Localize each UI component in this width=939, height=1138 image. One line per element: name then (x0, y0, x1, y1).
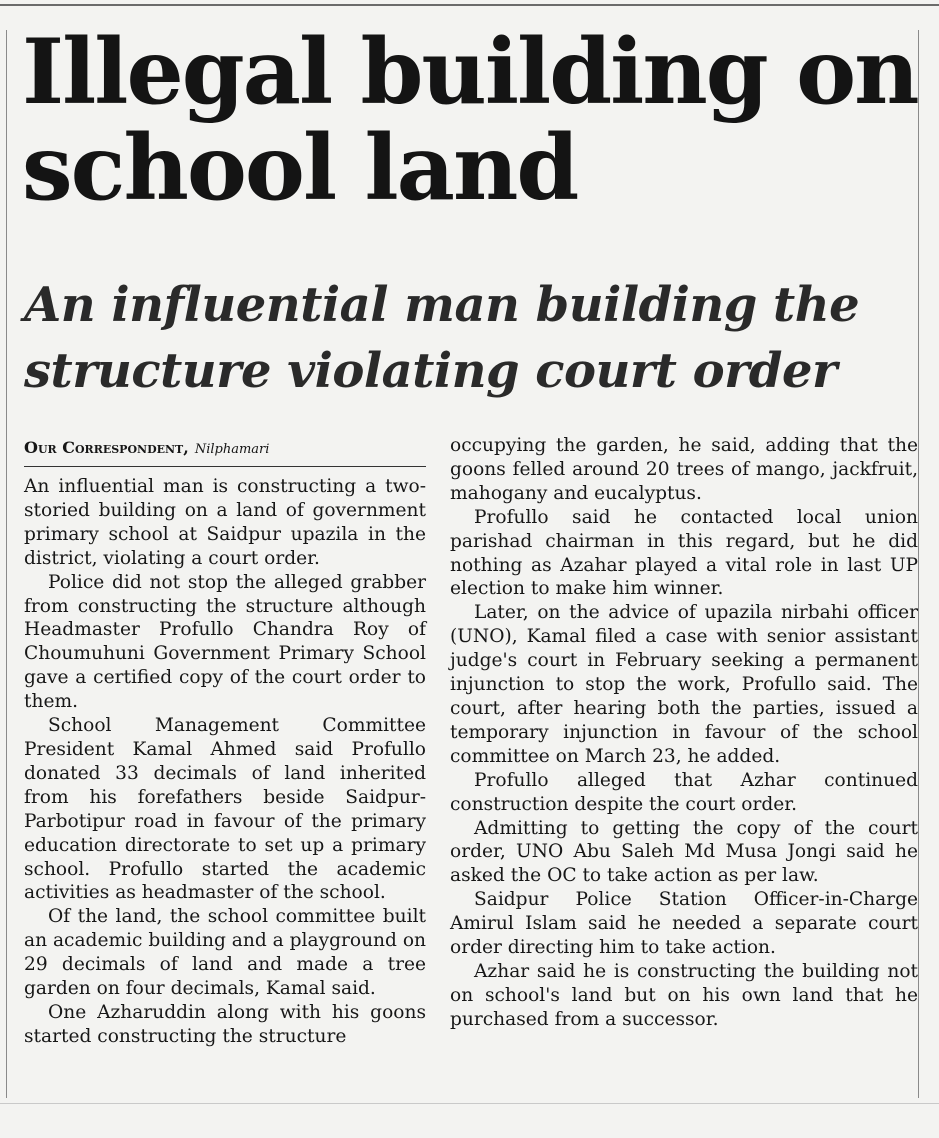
byline-author: Our Correspondent, (24, 438, 189, 457)
byline (24, 437, 424, 461)
left-border (6, 30, 7, 1098)
paragraph: occupying the garden, he said, adding that the goons felled around 20 trees of mango, jackfruit, mahogany and eucalyptus. (450, 435, 918, 504)
top-border (0, 4, 939, 6)
paragraph: Police did not stop the alleged grabber from constructing the structure although Headmaster Profullo Chandra Roy of Choumuhuni Government Primary School gave a certified copy of the court order to them. (24, 571, 426, 713)
paragraph: Of the land, the school committee built an academic building and a playground on 29 decimals of land and made a tree garden on four decimals, Kamal said. (24, 906, 426, 1000)
paragraph: Azhar said he is constructing the building not on school's land but on his own land that he purchased from a successor. (450, 960, 918, 1030)
paragraph: Profullo alleged that Azhar continued construction despite the court order. (450, 769, 918, 815)
right-column (450, 434, 918, 1032)
paragraph: Later, on the advice of upazila nirbahi officer (UNO), Kamal filed a case with senior assistant judge's court in February seeking a permanent injunction to stop the work, Profullo said. The court, after hearing both the parties, issued a temporary injunction in favour of the school committee on March 23, he added. (450, 602, 918, 767)
paragraph: Admitting to getting the copy of the court order, UNO Abu Saleh Md Musa Jongi said he asked the OC to take action as per law. (450, 817, 918, 887)
paragraph: Saidpur Police Station Officer-in-Charge Amirul Islam said he needed a separate court order directing him to take action. (450, 889, 918, 959)
headline-line-1: Illegal building on (22, 19, 918, 125)
paragraph: One Azharuddin along with his goons started constructing the structure (24, 1001, 426, 1047)
subheadline-line-2: structure violating court order (24, 343, 837, 399)
paragraph: An influential man is constructing a two-storied building on a land of government primary school at Saidpur upazila in the district, violating a court order. (24, 476, 426, 569)
headline (22, 19, 922, 221)
left-column (24, 475, 426, 1049)
byline-place: Nilphamari (194, 442, 270, 457)
headline-line-2: school land (22, 115, 578, 221)
byline-rule (24, 466, 426, 467)
subheadline (24, 272, 924, 404)
subheadline-line-1: An influential man building the (24, 277, 860, 333)
bottom-border (0, 1103, 939, 1104)
paragraph: Profullo said he contacted local union parishad chairman in this regard, but he did nothing as Azahar played a vital role in last UP election to make him winner. (450, 506, 918, 600)
paragraph: School Management Committee President Kamal Ahmed said Profullo donated 33 decimals of land inherited from his forefathers beside Saidpur-Parbotipur road in favour of the primary education directorate to set up a primary school. Profullo started the academic activities as headmaster of the school. (24, 715, 426, 904)
